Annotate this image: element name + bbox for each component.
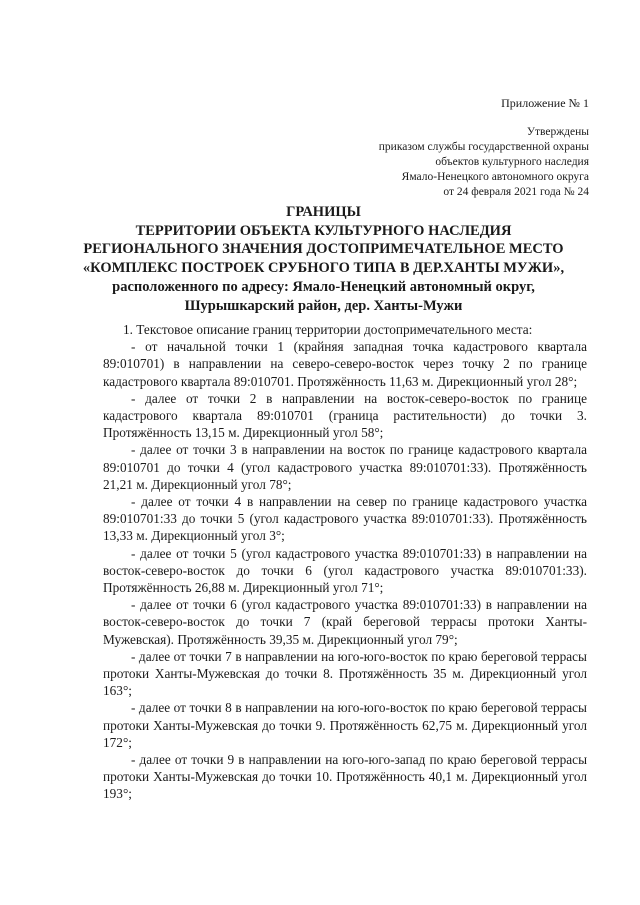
approval-line: объектов культурного наследия [435,156,589,168]
boundary-paragraph: - далее от точки 5 (угол кадастрового участка 89:010701:33) в направлении на восток-северо-восток до точки 6 (угол кадастрового участка 89:010701:33). Протяжённость 26,88 м. Дирекционный угол 71°; [103,545,587,596]
approval-line: Ямало-Ненецкого автономного округа [401,171,589,183]
title-line: «КОМПЛЕКС ПОСТРОЕК СРУБНОГО ТИПА В ДЕР.ХАНТЫ МУЖИ», [82,260,565,277]
approval-line: от 24 февраля 2021 года № 24 [443,186,589,198]
boundary-paragraph: - далее от точки 8 в направлении на юго-юго-восток по краю береговой террасы протоки Ханты-Мужевская до точки 9. Протяжённость 62,75 м. Дирекционный угол 172°; [103,700,587,750]
title-line: расположенного по адресу: Ямало-Ненецкий автономный округ, [112,278,535,295]
section-heading: 1. Текстовое описание границ территории достопримечательного места: [123,322,533,337]
boundary-paragraph: - далее от точки 2 в направлении на восток-северо-восток по границе кадастрового квартала 89:010701 (граница растительности) до точки 3. Протяжённость 13,15 м. Дирекционный угол 58°; [103,390,587,441]
approval-line: приказом службы государственной охраны [378,141,589,153]
approval-block [379,125,589,200]
title-line: Шурышкарский район, дер. Ханты-Мужи [184,297,463,314]
document-title [60,203,587,315]
boundary-paragraph: - далее от точки 3 в направлении на восток по границе кадастрового квартала 89:010701 до точки 4 (угол кадастрового участка 89:010701:33). Протяжённость 21,21 м. Дирекционный угол 78°; [103,442,587,492]
boundary-paragraph: - далее от точки 9 в направлении на юго-юго-запад по краю береговой террасы протоки Ханты-Мужевская до точки 10. Протяжённость 40,1 м. Дирекционный угол 193°; [103,752,587,802]
document-body [103,321,587,803]
title-line: РЕГИОНАЛЬНОГО ЗНАЧЕНИЯ ДОСТОПРИМЕЧАТЕЛЬНОЕ МЕСТО [83,241,564,258]
title-line: ГРАНИЦЫ [286,204,361,220]
boundary-paragraph: - от начальной точки 1 (крайняя западная точка кадастрового квартала 89:010701) в направлении на северо-северо-восток через точку 2 по границе кадастрового квартала 89:010701. Протяжённость 11,63 м. Дирекционный угол 28°; [103,339,587,389]
title-line: ТЕРРИТОРИИ ОБЪЕКТА КУЛЬТУРНОГО НАСЛЕДИЯ [135,222,512,239]
approval-line: Утверждены [526,126,589,138]
boundary-paragraph: - далее от точки 7 в направлении на юго-юго-восток по краю береговой террасы протоки Ханты-Мужевская до точки 8. Протяжённость 35 м. Дирекционный угол 163°; [103,648,587,699]
boundary-paragraph: - далее от точки 6 (угол кадастрового участка 89:010701:33) в направлении на восток-северо-восток до точки 7 (край береговой террасы протоки Ханты-Мужевская). Протяжённость 39,35 м. Дирекционный угол 79°; [103,597,587,647]
boundary-paragraph: - далее от точки 4 в направлении на север по границе кадастрового участка 89:010701:33 до точки 5 (угол кадастрового участка 89:010701:33). Протяжённость 13,33 м. Дирекционный угол 3°; [103,494,587,544]
appendix-label: Приложение № 1 [501,96,589,110]
